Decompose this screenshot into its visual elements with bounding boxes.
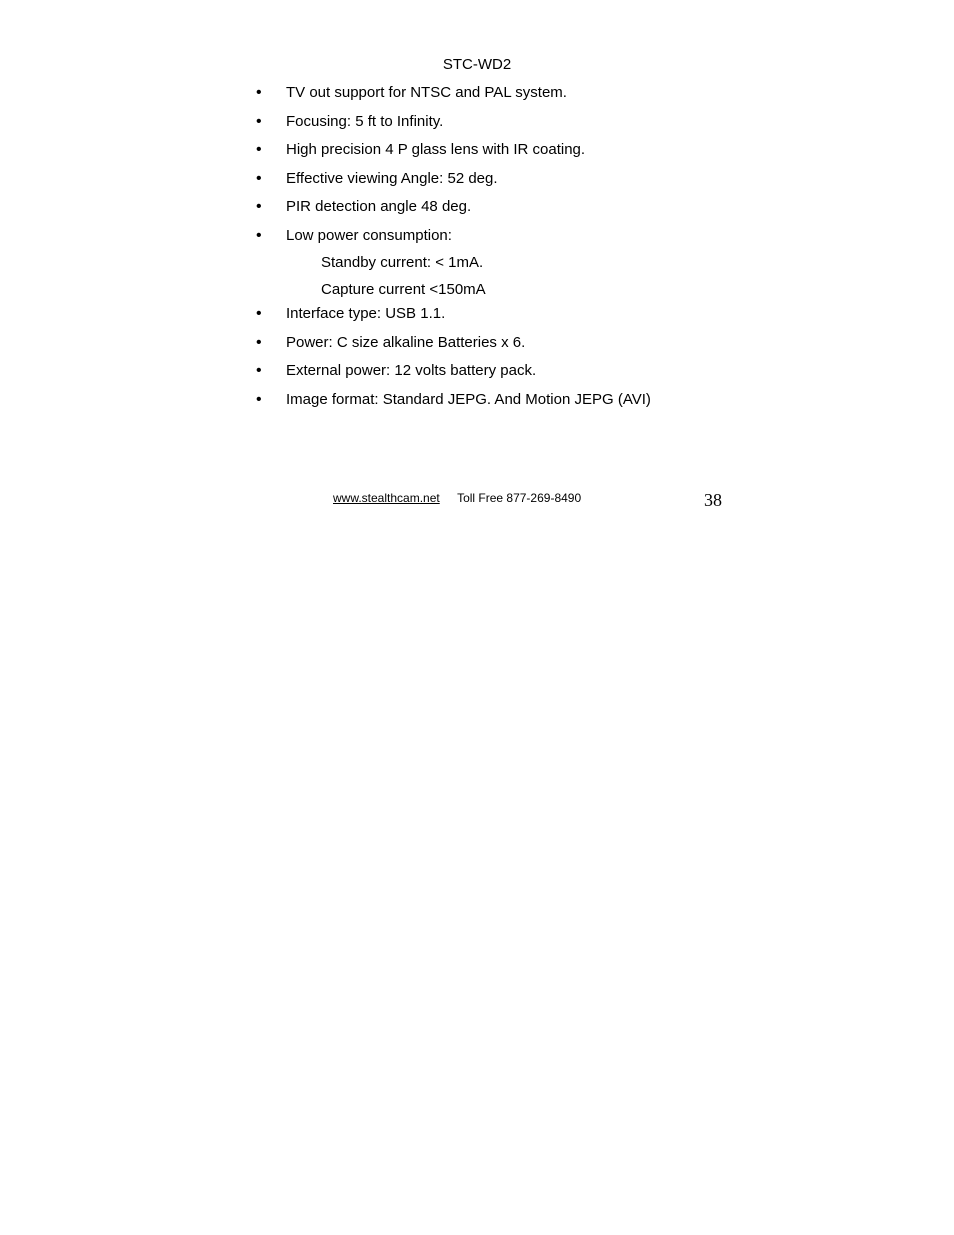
bullet-icon: • (256, 169, 262, 187)
spec-text: Image format: Standard JEPG. And Motion JEPG (AVI) (286, 390, 651, 408)
spec-text: External power: 12 volts battery pack. (286, 362, 537, 379)
spec-text: TV out support for NTSC and PAL system. (286, 84, 567, 101)
bullet-icon: • (256, 141, 262, 158)
spec-item-lens (256, 141, 651, 159)
spec-item-power-consumption (256, 227, 651, 299)
standby-current: Standby current: < 1mA. (321, 253, 484, 271)
document-header-model: STC-WD2 (442, 56, 512, 73)
bullet-icon: • (256, 226, 262, 244)
page-number: 38 (704, 490, 722, 510)
bullet-icon: • (256, 84, 262, 101)
spec-item-external-power (256, 362, 651, 380)
spec-item-tv-out (256, 84, 651, 102)
spec-item-interface (256, 305, 651, 323)
website-link[interactable]: www.stealthcam.net (333, 491, 440, 505)
spec-item-focusing (256, 113, 651, 131)
bullet-icon: • (256, 333, 262, 351)
bullet-icon: • (256, 362, 262, 379)
spec-text: Interface type: USB 1.1. (286, 305, 446, 322)
spec-item-image-format (256, 391, 651, 409)
spec-item-pir-angle (256, 198, 651, 216)
bullet-icon: • (256, 390, 262, 408)
spec-text: PIR detection angle 48 deg. (286, 198, 472, 215)
spec-item-power (256, 334, 651, 352)
bullet-icon: • (256, 112, 262, 130)
spec-list (256, 84, 651, 419)
toll-free-number: Toll Free 877-269-8490 (457, 491, 582, 505)
bullet-icon: • (256, 305, 262, 322)
page-footer (333, 490, 581, 506)
spec-text: High precision 4 P glass lens with IR coating. (286, 141, 586, 158)
spec-item-viewing-angle (256, 170, 651, 188)
spec-text: Focusing: 5 ft to Infinity. (286, 112, 444, 130)
spec-text: Effective viewing Angle: 52 deg. (286, 169, 498, 187)
power-consumption-details (286, 254, 651, 299)
spec-text: Power: C size alkaline Batteries x 6. (286, 333, 526, 351)
spec-text: Low power consumption: (286, 226, 452, 244)
capture-current: Capture current <150mA (321, 280, 486, 298)
bullet-icon: • (256, 198, 262, 215)
